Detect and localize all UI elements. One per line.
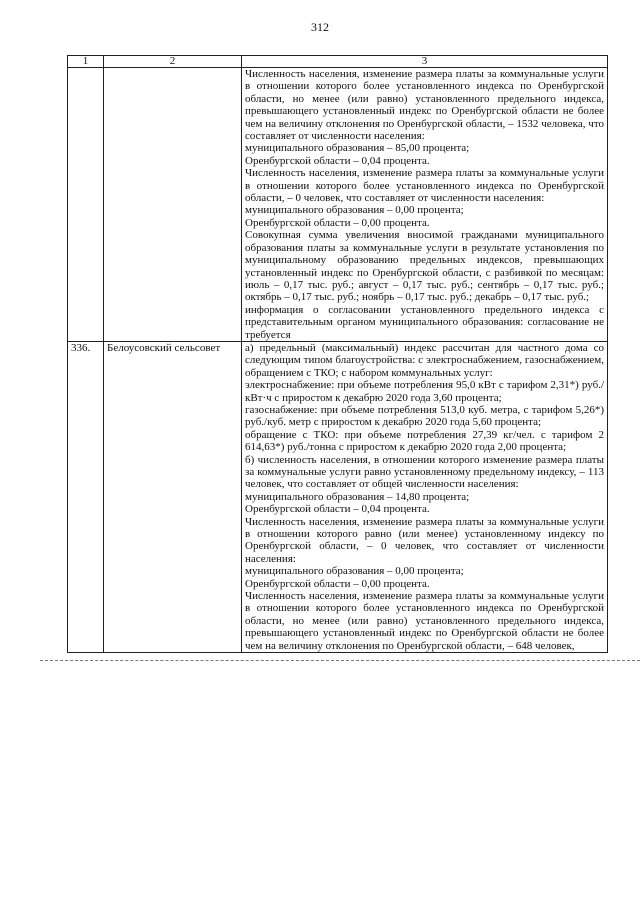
page-number: 312 <box>311 20 329 34</box>
paragraph: б) численность населения, в отношении которого изменение размера платы за коммунальные услуги равно установленному предельному индексу, – 113 человек, что составляет от общей численности населения: <box>245 453 604 491</box>
paragraph: муниципального образования – 0,00 процента; <box>245 204 464 217</box>
paragraph: электроснабжение: при объеме потребления 95,0 кВт с тарифом 2,31*) руб./кВт·ч с приростом к декабрю 2020 года 3,60 процента; <box>245 379 604 404</box>
row-number-cell <box>68 68 104 342</box>
header-col-3: 3 <box>242 56 608 68</box>
paragraph: а) предельный (максимальный) индекс рассчитан для частного дома со следующим типом благоустройства: с электроснабжением, газоснабжением, обращением с ТКО; с набором коммунальных услуг: <box>245 341 604 379</box>
row-content-cell <box>242 68 608 342</box>
paragraph: Численность населения, изменение размера платы за коммунальные услуги в отношении которого более установленного индекса по Оренбургской области, но менее (или равно) установленного предельного индекса, превышающего установленный индекс по Оренбургской области не более чем на величину отклонения по Оренбургской области, – 1532 человека, что составляет от численности населения: <box>245 68 604 143</box>
paragraph: Оренбургской области – 0,04 процента. <box>245 154 430 167</box>
table-row <box>68 341 608 652</box>
paragraph: Оренбургской области – 0,04 процента. <box>245 503 430 516</box>
document-table <box>67 55 608 653</box>
paragraph: Оренбургской области – 0,00 процента. <box>245 216 430 229</box>
dashed-divider <box>40 660 640 661</box>
paragraph: муниципального образования – 85,00 процента; <box>245 142 470 155</box>
row-number-cell: 336. <box>68 341 104 652</box>
paragraph: информация о согласовании установленного предельного индекса с представительным органом муниципального образования: согласование не требуется <box>245 303 604 341</box>
paragraph: Численность населения, изменение размера платы за коммунальные услуги в отношении которого равно (или менее) установленному индексу по Оренбургской области, – 0 человек, что составляет от численности населения: <box>245 515 604 565</box>
row-content-cell <box>242 341 608 652</box>
paragraph: Численность населения, изменение размера платы за коммунальные услуги в отношении которого более установленного индекса по Оренбургской области, – 0 человек, что составляет от численности населения: <box>245 167 604 205</box>
table-row <box>68 68 608 342</box>
paragraph: обращение с ТКО: при объеме потребления 27,39 кг/чел. с тарифом 2 614,63*) руб./тонна с приростом к декабрю 2020 года 2,00 процента; <box>245 428 604 454</box>
paragraph: Численность населения, изменение размера платы за коммунальные услуги в отношении которого более установленного индекса по Оренбургской области, но менее (или равно) установленного предельного индекса, превышающего установленный индекс по Оренбургской области не более чем на величину отклонения по Оренбургской области, – 648 человек, <box>245 590 604 652</box>
header-col-1: 1 <box>68 56 104 68</box>
paragraph: Совокупная сумма увеличения вносимой гражданами муниципального образования платы за коммунальные услуги в результате установления по муниципальному образованию предельных индексов, превышающих установленный индекс по Оренбургской области, с разбивкой по месяцам: июль – 0,17 тыс. руб.; август – 0,17 тыс. руб.; сентябрь – 0,17 тыс. руб.; октябрь – 0,17 тыс. руб.; ноябрь – 0,17 тыс. руб.; декабрь – 0,17 тыс. руб.; <box>245 229 604 304</box>
table-header-row <box>68 56 608 68</box>
row-name-cell: Белоусовский сельсовет <box>104 341 242 652</box>
paragraph: газоснабжение: при объеме потребления 513,0 куб. метра, с тарифом 5,26*) руб./куб. метр с приростом к декабрю 2020 года 5,60 процента; <box>245 403 604 429</box>
paragraph: муниципального образования – 14,80 процента; <box>245 490 470 503</box>
row-name-cell <box>104 68 242 342</box>
header-col-2: 2 <box>104 56 242 68</box>
paragraph: Оренбургской области – 0,00 процента. <box>245 577 430 590</box>
paragraph: муниципального образования – 0,00 процента; <box>245 565 464 578</box>
